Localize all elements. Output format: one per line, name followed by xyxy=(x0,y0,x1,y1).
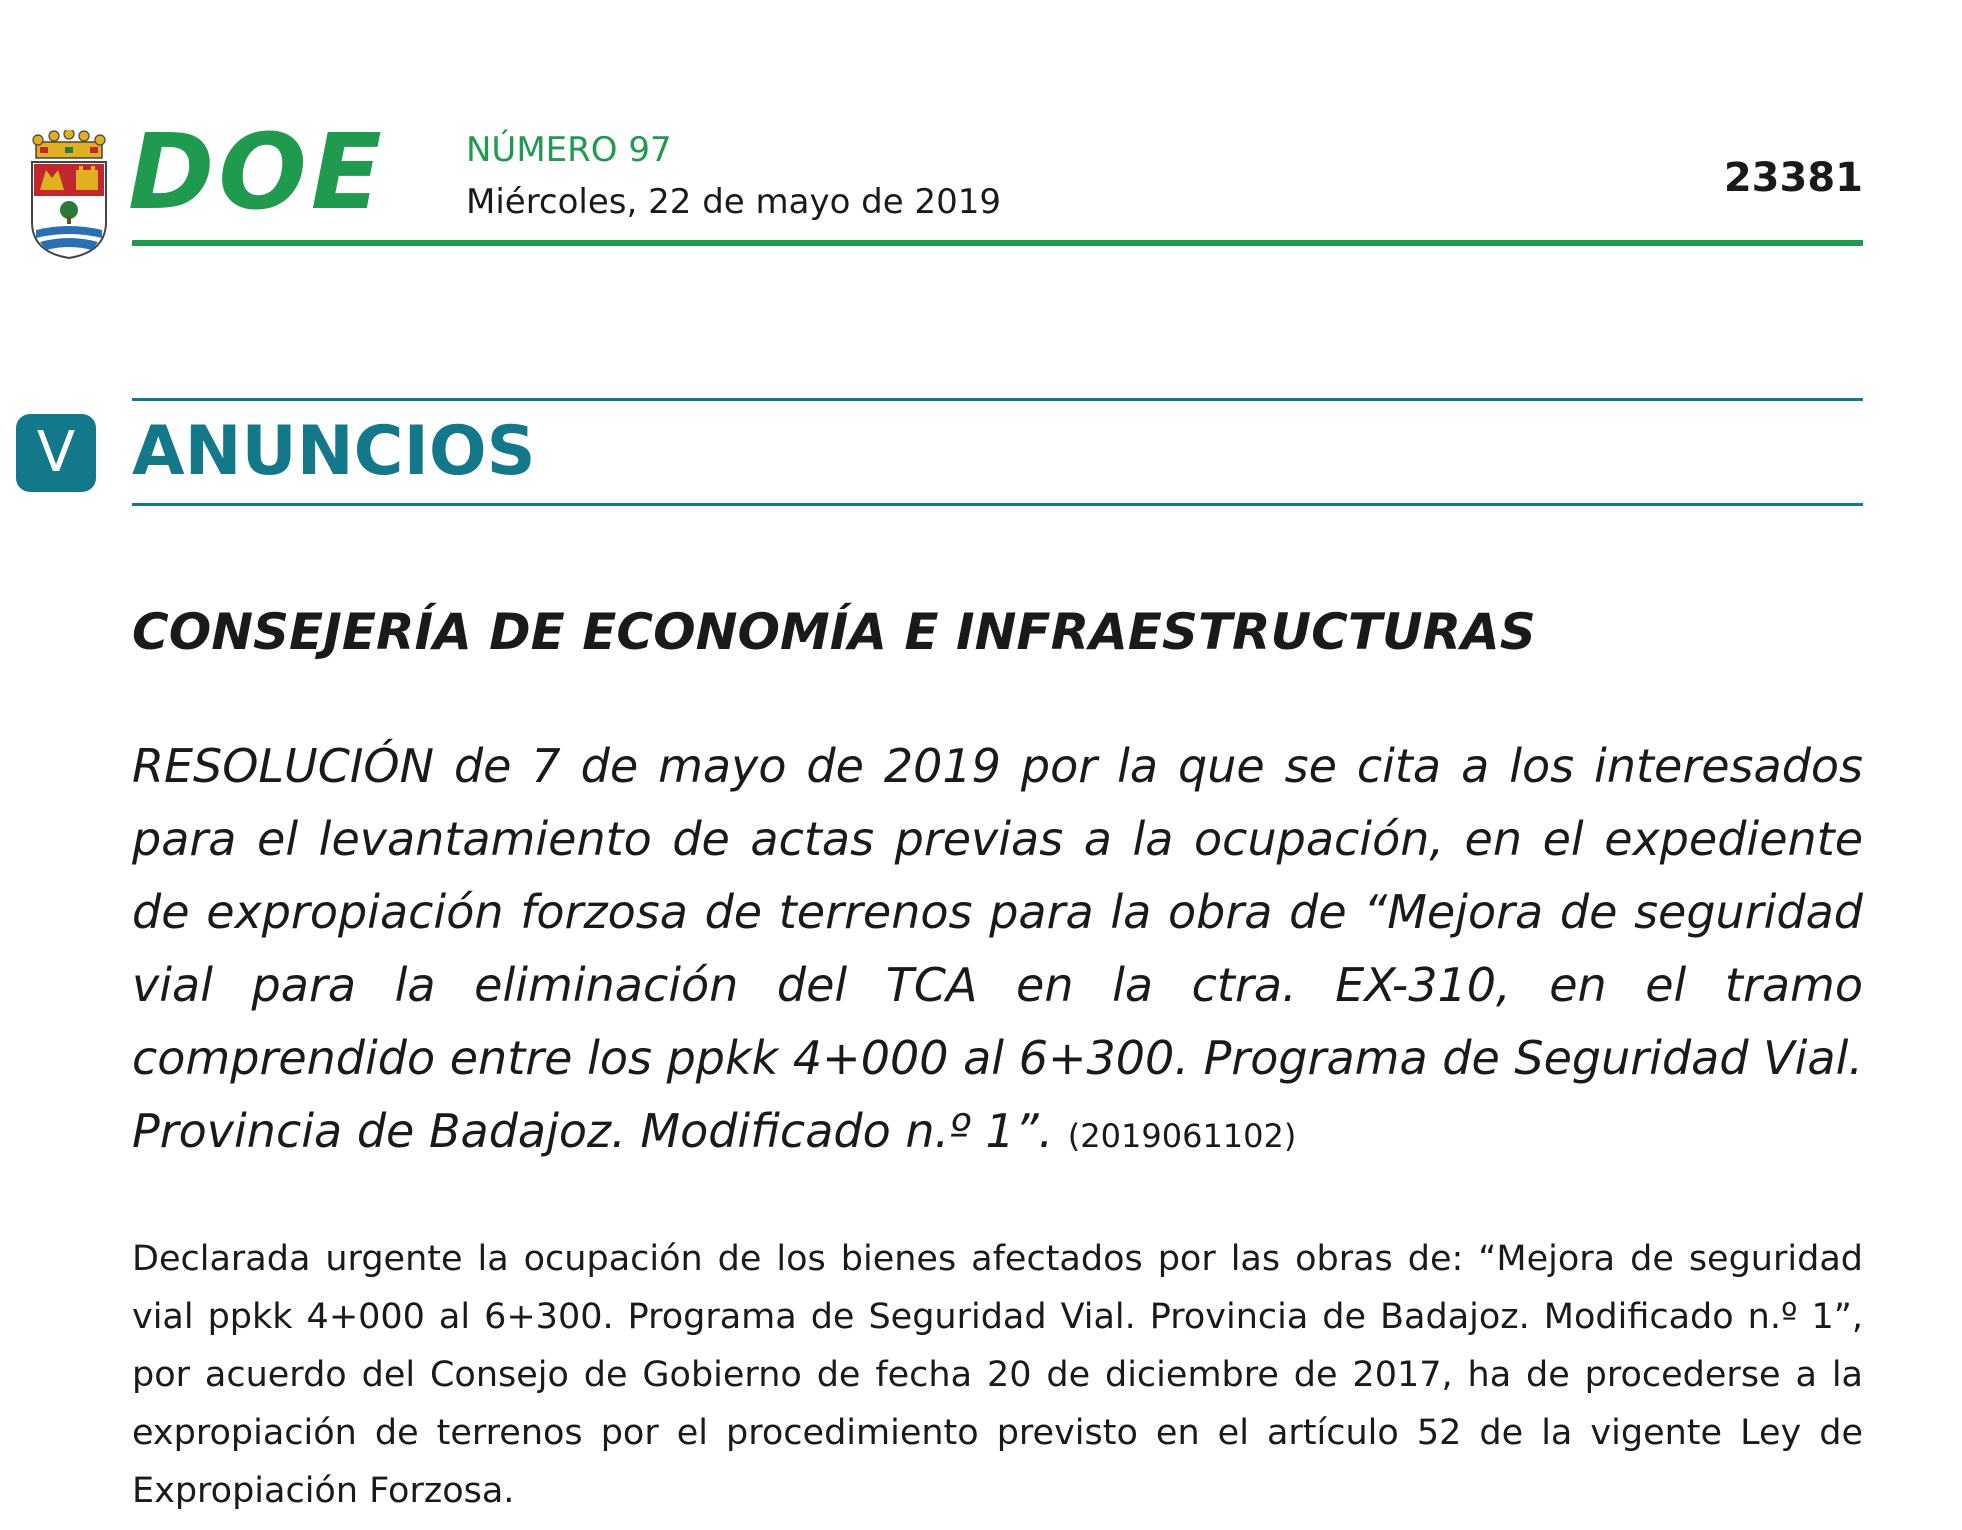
coat-of-arms-icon xyxy=(26,130,112,260)
department-heading: CONSEJERÍA DE ECONOMÍA E INFRAESTRUCTURAS xyxy=(132,603,1536,661)
issue-number: NÚMERO 97 xyxy=(466,130,672,170)
section-divider-bottom xyxy=(132,503,1863,506)
header-divider xyxy=(132,240,1863,246)
page-number: 23381 xyxy=(1723,155,1863,201)
resolution-title xyxy=(132,730,1863,1173)
section-badge: V xyxy=(16,414,96,492)
issue-date: Miércoles, 22 de mayo de 2019 xyxy=(466,182,1002,222)
section-divider-top xyxy=(132,398,1863,401)
doe-logo: DOE xyxy=(128,111,386,233)
resolution-reference: (2019061102) xyxy=(1067,1117,1297,1155)
resolution-text: RESOLUCIÓN de 7 de mayo de 2019 por la que se cita a los interesados para el levantamiento de actas previas a la ocupación, en el expediente de expropiación forzosa de terrenos para la obra de “Mejora de seguridad vial para la eliminación del TCA en la ctra. EX-310, en el tramo comprendido entre los ppkk 4+000 al 6+300. Programa de Seguridad Vial. Provincia de Badajoz. Modificado n.º 1”. xyxy=(132,739,1863,1158)
section-title: ANUNCIOS xyxy=(132,412,536,491)
body-paragraph: Declarada urgente la ocupación de los bienes afectados por las obras de: “Mejora de seguridad vial ppkk 4+000 al 6+300. Programa de Seguridad Vial. Provincia de Badajoz. Modificado n.º 1”, por acuerdo del Consejo de Gobierno de fecha 20 de diciembre de 2017, ha de procederse a la expropiación de terrenos por el procedimiento previsto en el artículo 52 de la vigente Ley de Expropiación Forzosa. xyxy=(132,1239,1863,1511)
